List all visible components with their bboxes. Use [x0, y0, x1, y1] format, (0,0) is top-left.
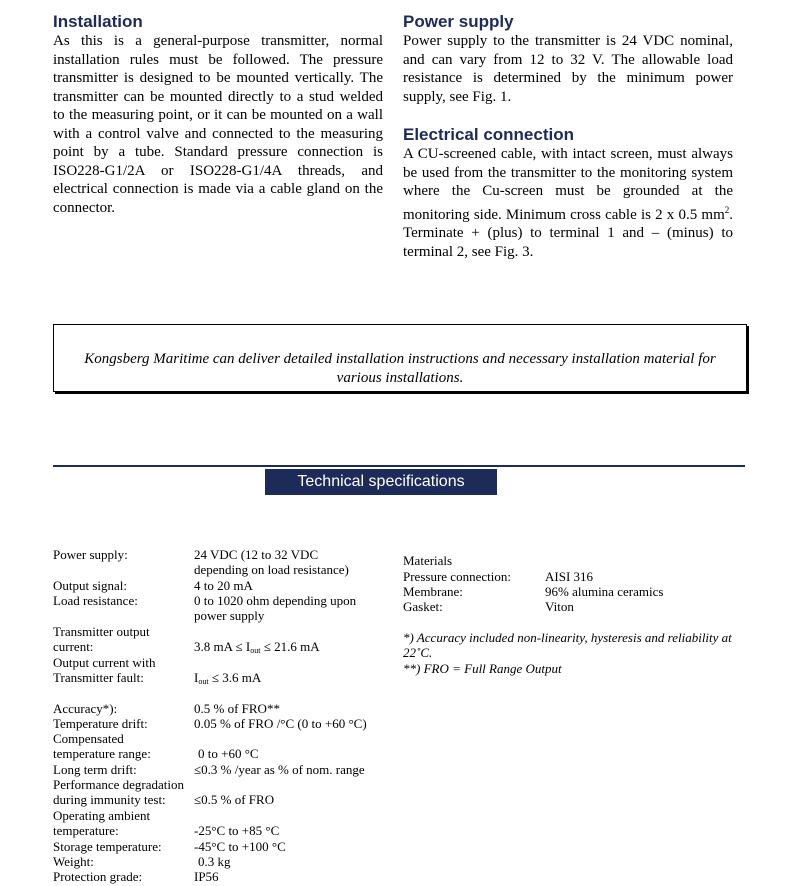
spec-output-signal-label: Output signal: [53, 578, 128, 593]
materials-row-label: Gasket: [403, 599, 443, 614]
spec-output-fault-label-2: Transmitter fault: [53, 670, 144, 686]
specs-title: Technical specifications [265, 469, 497, 495]
spec-power-supply-value-1: 24 VDC (12 to 32 VDC [194, 547, 319, 562]
spec-temp-drift-value: 0.05 % of FRO /°C (0 to +60 °C) [194, 716, 367, 731]
electrical-sup: 2 [724, 204, 730, 215]
spec-output-fault-sub: out [198, 677, 209, 686]
spec-comp-value: 0 to +60 °C [198, 746, 259, 761]
materials-row-value: AISI 316 [545, 569, 594, 584]
spec-transmitter-output-post: ≤ 21.6 mA [260, 639, 320, 654]
power-supply-heading: Power supply [403, 12, 514, 31]
specs-rule [53, 465, 745, 467]
spec-power-supply-label: Power supply: [53, 547, 128, 562]
spec-transmitter-output-value [194, 639, 320, 658]
spec-power-supply-value-2: depending on load resistance) [194, 562, 349, 578]
electrical-body-part2: . Terminate + (plus) to terminal 1 and – (minus) to terminal 2, see Fig. 3. [403, 206, 733, 260]
spec-accuracy-label: Accuracy*): [53, 701, 118, 716]
spec-transmitter-output-label [53, 624, 150, 655]
spec-amb-value: -25°C to +85 °C [194, 823, 280, 838]
spec-perf-value: ≤0.5 % of FRO [194, 792, 275, 807]
spec-comp-label [53, 731, 151, 762]
spec-amb-label [53, 808, 150, 839]
spec-storage-value: -45°C to +100 °C [194, 839, 286, 854]
spec-comp-label-1: Compensated [53, 731, 124, 746]
footnote-fro: **) FRO = Full Range Output [403, 661, 562, 676]
spec-weight-value: 0.3 kg [198, 854, 231, 869]
note-box [53, 324, 747, 392]
spec-transmitter-output-pre: 3.8 mA ≤ I [194, 639, 251, 654]
spec-temp-drift-label: Temperature drift: [53, 716, 148, 731]
materials-row-value: 96% alumina ceramics [545, 584, 664, 599]
spec-protection-value: IP56 [194, 869, 219, 884]
spec-storage-label: Storage temperature: [53, 839, 162, 854]
spec-output-signal-value: 4 to 20 mA [194, 578, 253, 593]
spec-accuracy-value: 0.5 % of FRO** [194, 701, 280, 716]
spec-weight-label: Weight: [53, 854, 94, 869]
electrical-heading: Electrical connection [403, 125, 574, 144]
spec-long-drift-value: ≤0.3 % /year as % of nom. range [194, 762, 365, 777]
power-supply-body: Power supply to the transmitter is 24 VDC nominal, and can vary from 12 to 32 V. The allowable load resistance is determined by the minimum power supply, see Fig. 1. [403, 33, 733, 105]
spec-perf-label [53, 777, 184, 808]
electrical-body-part1: A CU-screened cable, with intact screen, must always be used from the transmitter to the monitoring system where the Cu-screen must be grounded at the monitoring side. Minimum cross cable is 2 x 0.5 mm [403, 146, 733, 223]
materials-row-label: Membrane: [403, 584, 463, 599]
spec-amb-label-1: Operating ambient [53, 808, 151, 823]
spec-power-supply-value [194, 547, 384, 578]
spec-protection-label: Protection grade: [53, 869, 143, 884]
spec-load-resistance-value-2: power supply [194, 608, 265, 624]
materials-heading: Materials [403, 553, 453, 568]
spec-transmitter-output-label-1: Transmitter output [53, 624, 150, 639]
spec-perf-label-2: during immunity test: [53, 792, 166, 808]
spec-output-fault-pre: I [194, 670, 199, 685]
spec-amb-label-2: temperature: [53, 823, 119, 839]
spec-transmitter-output-sub: out [250, 646, 261, 655]
note-text: Kongsberg Maritime can deliver detailed installation instructions and necessary installation material for various installations. [84, 351, 716, 386]
installation-body: As this is a general-purpose transmitter, normal installation rules must be followed. The pressure transmitter is designed to be mounted vertically. The transmitter can be mounted directly to a stud welded to the measuring point, or it can be mounted on a wall with a control valve and connected to the measuring point by a tube. Standard pressure connection is ISO228-G1/2A or ISO228-G1/4A threads, and electrical connection is made via a cable gland on the connector. [53, 33, 383, 216]
spec-load-resistance-value [194, 593, 384, 624]
spec-comp-label-2: temperature range: [53, 746, 151, 762]
spec-load-resistance-value-1: 0 to 1020 ohm depending upon [194, 593, 357, 608]
spec-perf-label-1: Performance degradation [53, 777, 185, 792]
spec-long-drift-label: Long term drift: [53, 762, 137, 777]
spec-load-resistance-label: Load resistance: [53, 593, 138, 608]
electrical-body [403, 145, 733, 261]
spec-output-fault-label [53, 655, 156, 686]
spec-output-fault-post: ≤ 3.6 mA [208, 670, 262, 685]
installation-heading: Installation [53, 12, 143, 31]
materials-row-label: Pressure connection: [403, 569, 511, 584]
spec-output-fault-value [194, 670, 261, 689]
spec-transmitter-output-label-2: current: [53, 639, 94, 655]
footnote-accuracy: *) Accuracy included non-linearity, hysteresis and reliability at 22˚C. [403, 630, 732, 661]
materials-row-value: Viton [545, 599, 574, 614]
spec-output-fault-label-1: Output current with [53, 655, 156, 670]
